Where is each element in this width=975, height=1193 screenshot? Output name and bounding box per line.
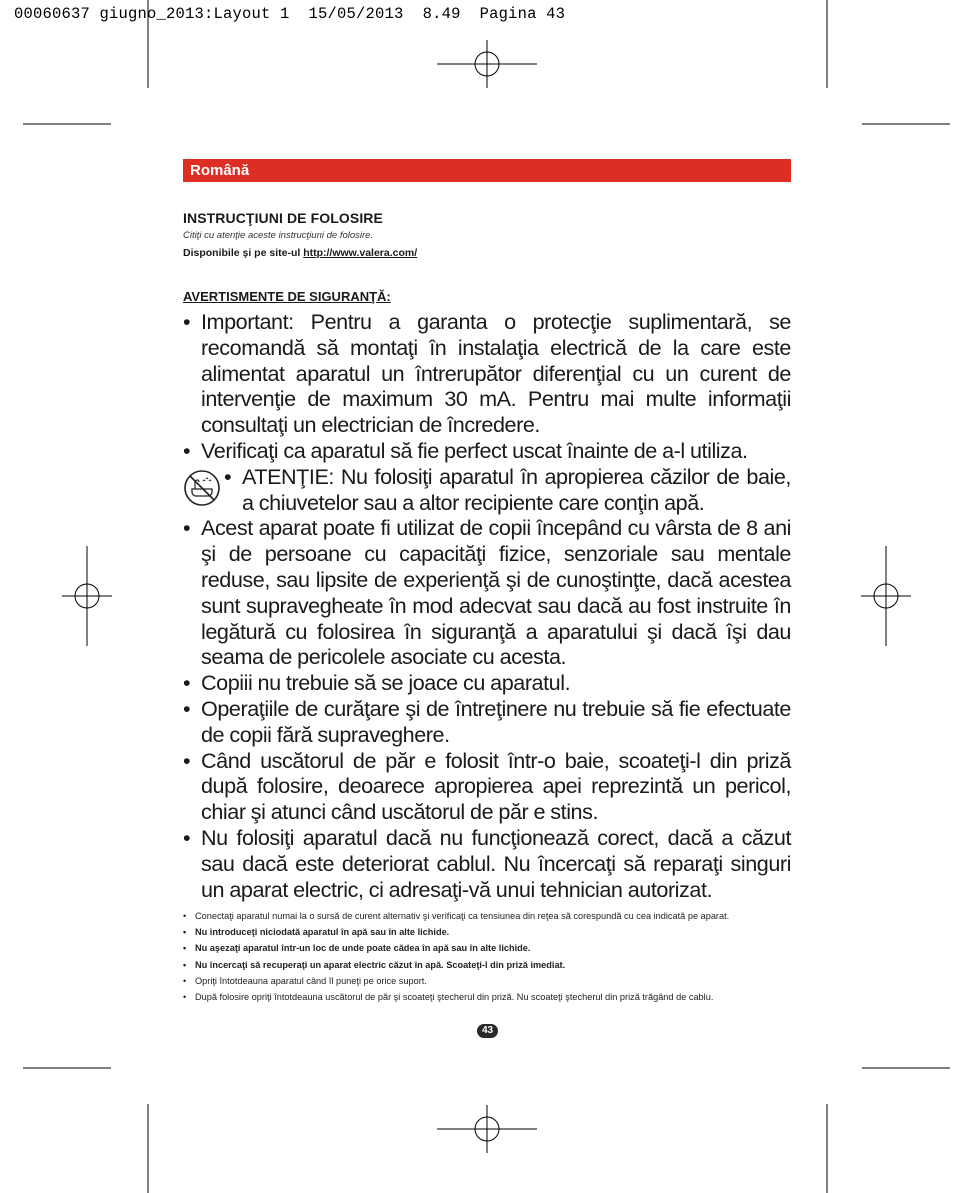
website-line bbox=[183, 247, 417, 259]
bullet-symbol: • bbox=[183, 747, 191, 773]
list-item bbox=[183, 959, 791, 972]
bullet-symbol: • bbox=[183, 670, 191, 696]
bullet-symbol: • bbox=[183, 695, 191, 721]
list-item bbox=[183, 464, 791, 516]
page-number-badge: 43 bbox=[477, 1024, 498, 1038]
registration-mark-icon bbox=[437, 1105, 537, 1153]
language-header-bar: Română bbox=[183, 159, 791, 182]
bullet-symbol: • bbox=[183, 515, 191, 541]
bullet-symbol: • bbox=[224, 463, 232, 489]
list-item bbox=[183, 696, 791, 748]
registration-mark-icon bbox=[437, 40, 537, 88]
bullet-text: Când uscătorul de păr e folosit într-o baie, scoateţi-l din priză după folosire, deoarece apropierea apei reprezintă un pericol, chiar şi atunci când uscătorul de păr e stins. bbox=[201, 747, 791, 825]
small-bullet-text: Nu încercaţi să recuperaţi un aparat electric căzut în apă. Scoateţi-l din priză imediat. bbox=[195, 959, 566, 970]
list-item bbox=[183, 515, 791, 670]
bullet-text: Operaţiile de curăţare şi de întreţinere nu trebuie să fie efectuate de copii fără supraveghere. bbox=[201, 695, 791, 747]
registration-mark-icon bbox=[62, 546, 112, 646]
bullet-symbol: • bbox=[183, 992, 187, 1003]
bullet-symbol: • bbox=[183, 927, 187, 938]
list-item bbox=[183, 991, 791, 1004]
list-item bbox=[183, 975, 791, 988]
list-item bbox=[183, 910, 791, 923]
instructions-subtitle: Citiţi cu atenţie aceste instrucţiuni de folosire. bbox=[183, 230, 374, 241]
bullet-text: Verificaţi ca aparatul să fie perfect uscat înainte de a-l utiliza. bbox=[201, 437, 748, 463]
small-bullet-text: Nu aşezaţi aparatul într-un loc de unde poate cădea în apă sau în alte lichide. bbox=[195, 943, 531, 954]
bullet-symbol: • bbox=[183, 824, 191, 850]
bullet-symbol: • bbox=[183, 959, 187, 970]
bullet-text: Copiii nu trebuie să se joace cu aparatul. bbox=[201, 670, 571, 696]
small-bullet-text: Nu introduceţi niciodată aparatul în apă sau în alte lichide. bbox=[195, 927, 450, 938]
website-link[interactable]: http://www.valera.com/ bbox=[303, 247, 418, 259]
safety-bullet-list bbox=[183, 309, 791, 902]
list-item bbox=[183, 942, 791, 955]
website-prefix: Disponibile şi pe site-ul bbox=[183, 247, 304, 259]
bullet-text: Acest aparat poate fi utilizat de copii începând cu vârsta de 8 ani şi de persoane cu capacităţi fizice, senzoriale sau mentale reduse, sau lipsite de experienţă şi de cunoştinţte, dacă acestea sunt supravegheate în mod adecvat sau dacă au fost instruite în legătură cu folosirea în siguranţă a aparatului şi dacă îşi dau seama de pericolele asociate cu acesta. bbox=[201, 515, 791, 670]
no-bathtub-icon bbox=[183, 469, 221, 507]
list-item bbox=[183, 748, 791, 825]
bullet-text: ATENŢIE: Nu folosiţi aparatul în apropierea căzilor de baie, a chiuvetelor sau a altor recipiente care conţin apă. bbox=[242, 463, 791, 515]
bullet-symbol: • bbox=[183, 437, 191, 463]
safety-title: AVERTISMENTE DE SIGURANŢĂ: bbox=[183, 289, 391, 304]
list-item bbox=[183, 309, 791, 438]
bullet-text: Nu folosiţi aparatul dacă nu funcţionează corect, dacă a căzut sau dacă este deteriorat cablul. Nu încercaţi să reparaţi singuri un aparat electric, ci adresaţi-vă unui tehnician autorizat. bbox=[201, 824, 791, 902]
bullet-text: Important: Pentru a garanta o protecţie suplimentară, se recomandă să montaţi în instalaţia electrică de la care este alimentat aparatul un întrerupător diferenţial cu un curent de intervenţie de maximum 30 mA. Pentru mai multe informaţii consultaţi un electrician de încredere. bbox=[201, 309, 791, 438]
list-item bbox=[183, 438, 791, 464]
instructions-title: INSTRUCŢIUNI DE FOLOSIRE bbox=[183, 210, 383, 226]
list-item bbox=[183, 825, 791, 902]
list-item bbox=[183, 926, 791, 939]
small-bullet-text: Opriţi întotdeauna aparatul când îl puneţi pe orice suport. bbox=[195, 975, 427, 986]
bullet-symbol: • bbox=[183, 975, 187, 986]
list-item bbox=[183, 670, 791, 696]
bullet-symbol: • bbox=[183, 911, 187, 921]
registration-mark-icon bbox=[861, 546, 911, 646]
print-slug-line: 00060637 giugno_2013:Layout 1 15/05/2013 8.49 Pagina 43 bbox=[14, 5, 566, 23]
small-bullet-text: Conectaţi aparatul numai la o sursă de curent alternativ şi verificaţi ca tensiunea din reţea să corespundă cu cea indicată pe aparat. bbox=[195, 911, 730, 921]
bullet-symbol: • bbox=[183, 309, 191, 334]
bullet-symbol: • bbox=[183, 943, 187, 954]
small-print-list bbox=[183, 910, 791, 1007]
small-bullet-text: După folosire opriţi întotdeauna uscătorul de păr şi scoateţi ştecherul din priză. Nu scoateţi ştecherul din priză trăgând de cablu. bbox=[195, 992, 714, 1003]
